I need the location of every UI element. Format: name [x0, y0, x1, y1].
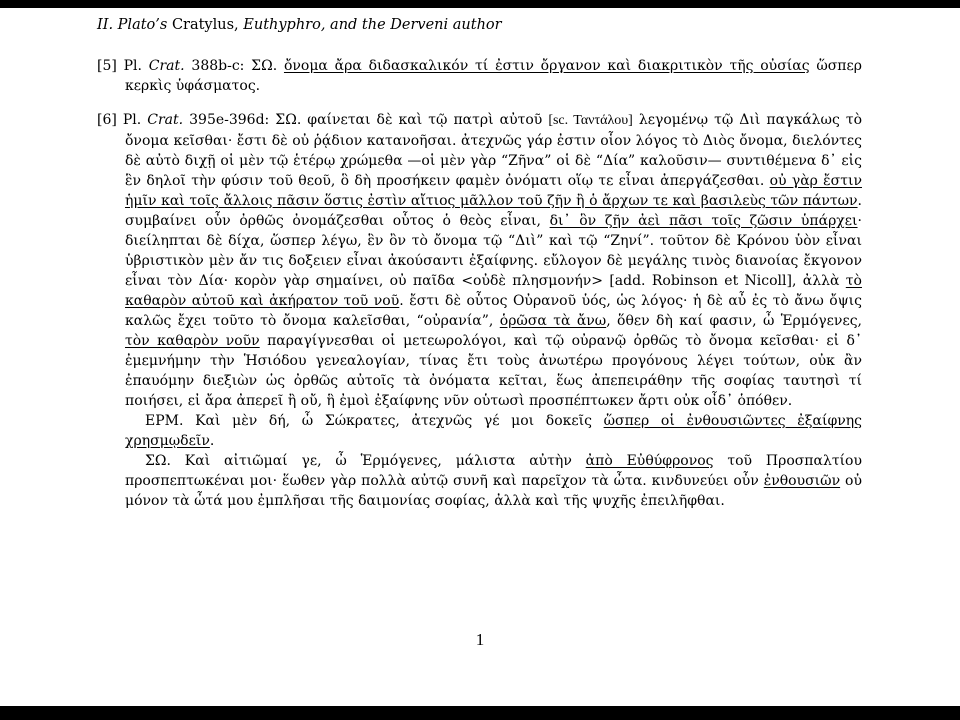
heading-part-1: II. Plato’s — [97, 17, 172, 33]
passage-number: [5] Pl. — [97, 58, 149, 74]
page-number: 1 — [475, 630, 485, 649]
passage-text: , ἀλλὰ — [791, 273, 846, 289]
passage-text: ΣΩ. Καὶ αἰτιῶμαί γε, ὦ Ἑρμόγενες, μάλιστα αὐτὴν — [145, 453, 586, 469]
passage-number: [6] Pl. — [97, 112, 148, 128]
passage-text: · διείληπται δὲ δίχα, ὥσπερ λέγω, ἓν ὂν τὸ ὄνομα τῷ “Διὶ” καὶ τῷ “Ζηνί”. τοῦτον δὲ Κρόνου ὑὸν εἶναι ὑβριστικὸν μὲν ἄν τις δοξειεν εἶναι ἀκούσαντι ἐξαίφνης. εὔλογον δὲ μεγάλης τινὸς διανοίας ἔκγονον εἶναι τὸν Δία· κορὸν γὰρ σημαίνει, οὐ παῖδα — [125, 213, 862, 289]
source-reference: 388b-c: ΣΩ. — [184, 58, 284, 74]
heading-part-3: Euthyphro, and the Derveni author — [238, 17, 502, 33]
socrates-reply — [97, 451, 862, 511]
underlined-phrase: ἀπὸ Εὐθύφρονος — [585, 453, 714, 469]
passage-text: τοῦ Προσπαλτίου προσπεπτωκέναι μοι· ἕωθεν γὰρ πολλὰ αὐτῷ συνῆ καὶ παρεῖχον τὰ ὦτα. κινδυνεύει οὖν — [125, 453, 863, 489]
document-page — [0, 8, 960, 706]
top-border — [0, 0, 960, 8]
passage-5 — [97, 56, 862, 96]
passage-text: . ἔστι δὲ οὗτος Οὐρανοῦ ὑός, ὡς λόγος· ἡ δὲ αὖ ἐς τὸ ἄνω ὄψις καλῶς ἔχει τοῦτο τὸ ὄνομα καλεῖσθαι, “οὐρανία”, — [125, 293, 863, 329]
underlined-phrase: ὥσπερ οἱ ἐνθουσιῶντες ἐξαίφνης χρησμῳδεῖν — [125, 413, 862, 449]
underlined-phrase: τὸ καθαρὸν αὐτοῦ καὶ ἀκήρατον τοῦ νοῦ — [125, 273, 862, 309]
hermogenes-reply — [97, 411, 862, 451]
passage-text: λεγομένῳ τῷ Διὶ παγκάλως τὸ ὄνομα κεῖσθαι· ἔστι δὲ οὐ ῥᾴδιον κατανοῆσαι. ἀτεχνῶς γάρ ἐστιν οἷον λόγος τὸ Διὸς ὄνομα, διελόντες δὲ αὐτὸ διχῇ οἱ μὲν τῷ ἑτέρῳ χρώμεθα —οἱ μὲν γὰρ “Ζῆνα” οἱ δὲ “Δία” καλοῦσιν— συντιθέμενα δ᾽ εἰς ἓν δηλοῖ τὴν φύσιν τοῦ θεοῦ, ὃ δὴ προσήκειν φαμὲν ὀνόματι οἵῳ τε εἶναι ἀπεργάζεσθαι. — [125, 112, 863, 189]
source-title: Crat. — [148, 58, 185, 74]
editorial-addition: <οὐδὲ πλησμονήν> [add. Robinson et Nicoll] — [461, 273, 792, 289]
passage-text: παραγίγνεσθαι οἱ μετεωρολόγοι, καὶ τῷ οὐρανῷ ὀρθῶς τὸ ὄνομα κεῖσθαι· εἰ δ᾽ ἐμεμνήμην τὴν Ἡσιόδου γενεαλογίαν, τίνας ἔτι τοὺς ἀνωτέρω προγόνους λέγει τούτων, οὐκ ἂν ἐπαυόμην διεξιὼν ὡς ὀρθῶς αὐτοῖς τὰ ὀνόματα κεῖται, ἕως ἀπεπειράθην τῆς σοφίας ταυτησὶ τί ποιήσει, εἰ ἄρα ἀπερεῖ ἢ οὔ, ἣ ἐμοὶ ἐξαίφνης νῦν οὑτωσὶ προσπέπτωκεν ἄρτι οὐκ οἶδ᾽ ὁπόθεν. — [125, 333, 862, 409]
scholarly-note: [sc. Ταντάλου] — [548, 113, 633, 128]
passage-6 — [97, 110, 862, 411]
document-body — [97, 56, 862, 511]
passage-text: , ὅθεν δὴ καί φασιν, ὦ Ἑρμόγενες, — [606, 313, 862, 329]
underlined-phrase: ἐνθουσιῶν — [763, 473, 841, 489]
underlined-phrase: οὐ γὰρ ἔστιν ἡμῖν καὶ τοῖς ἄλλοις πᾶσιν ὅστις ἐστὶν αἴτιος μᾶλλον τοῦ ζῆν ἢ ὁ ἄρχων τε καὶ βασιλεὺς τῶν πάντων — [125, 173, 862, 209]
underlined-phrase: ὄνομα ἄρα διδασκαλικόν τί ἐστιν ὄργανον καὶ διακριτικὸν τῆς οὐσίας — [283, 58, 810, 74]
source-reference: 395e-396d: ΣΩ. φαίνεται δὲ καὶ τῷ πατρὶ αὐτοῦ — [183, 112, 549, 128]
source-title: Crat. — [147, 112, 184, 128]
heading-part-2: Cratylus, — [171, 17, 239, 33]
underlined-phrase: τὸν καθαρὸν νοῦν — [125, 333, 260, 349]
passage-text: . συμβαίνει οὖν ὀρθῶς ὀνομάζεσθαι οὗτος ὁ θεὸς εἶναι, — [125, 193, 862, 229]
underlined-phrase: ὁρῶσα τὰ ἄνω — [499, 313, 607, 329]
underlined-phrase: δι᾽ ὃν ζῆν ἀεὶ πᾶσι τοῖς ζῶσιν ὑπάρχει — [549, 213, 858, 229]
passage-text: ΕΡΜ. Καὶ μὲν δή, ὦ Σώκρατες, ἀτεχνῶς γέ μοι δοκεῖς — [145, 413, 604, 429]
passage-text: οὐ μόνον τὰ ὦτά μου ἐμπλῆσαι τῆς δαιμονίας σοφίας, ἀλλὰ καὶ τῆς ψυχῆς ἐπειλῆφθαι. — [125, 473, 862, 509]
section-heading — [97, 16, 867, 34]
passage-text: . — [209, 433, 215, 449]
bottom-border — [0, 706, 960, 720]
passage-text: ὥσπερ κερκὶς ὑφάσματος. — [125, 58, 862, 94]
